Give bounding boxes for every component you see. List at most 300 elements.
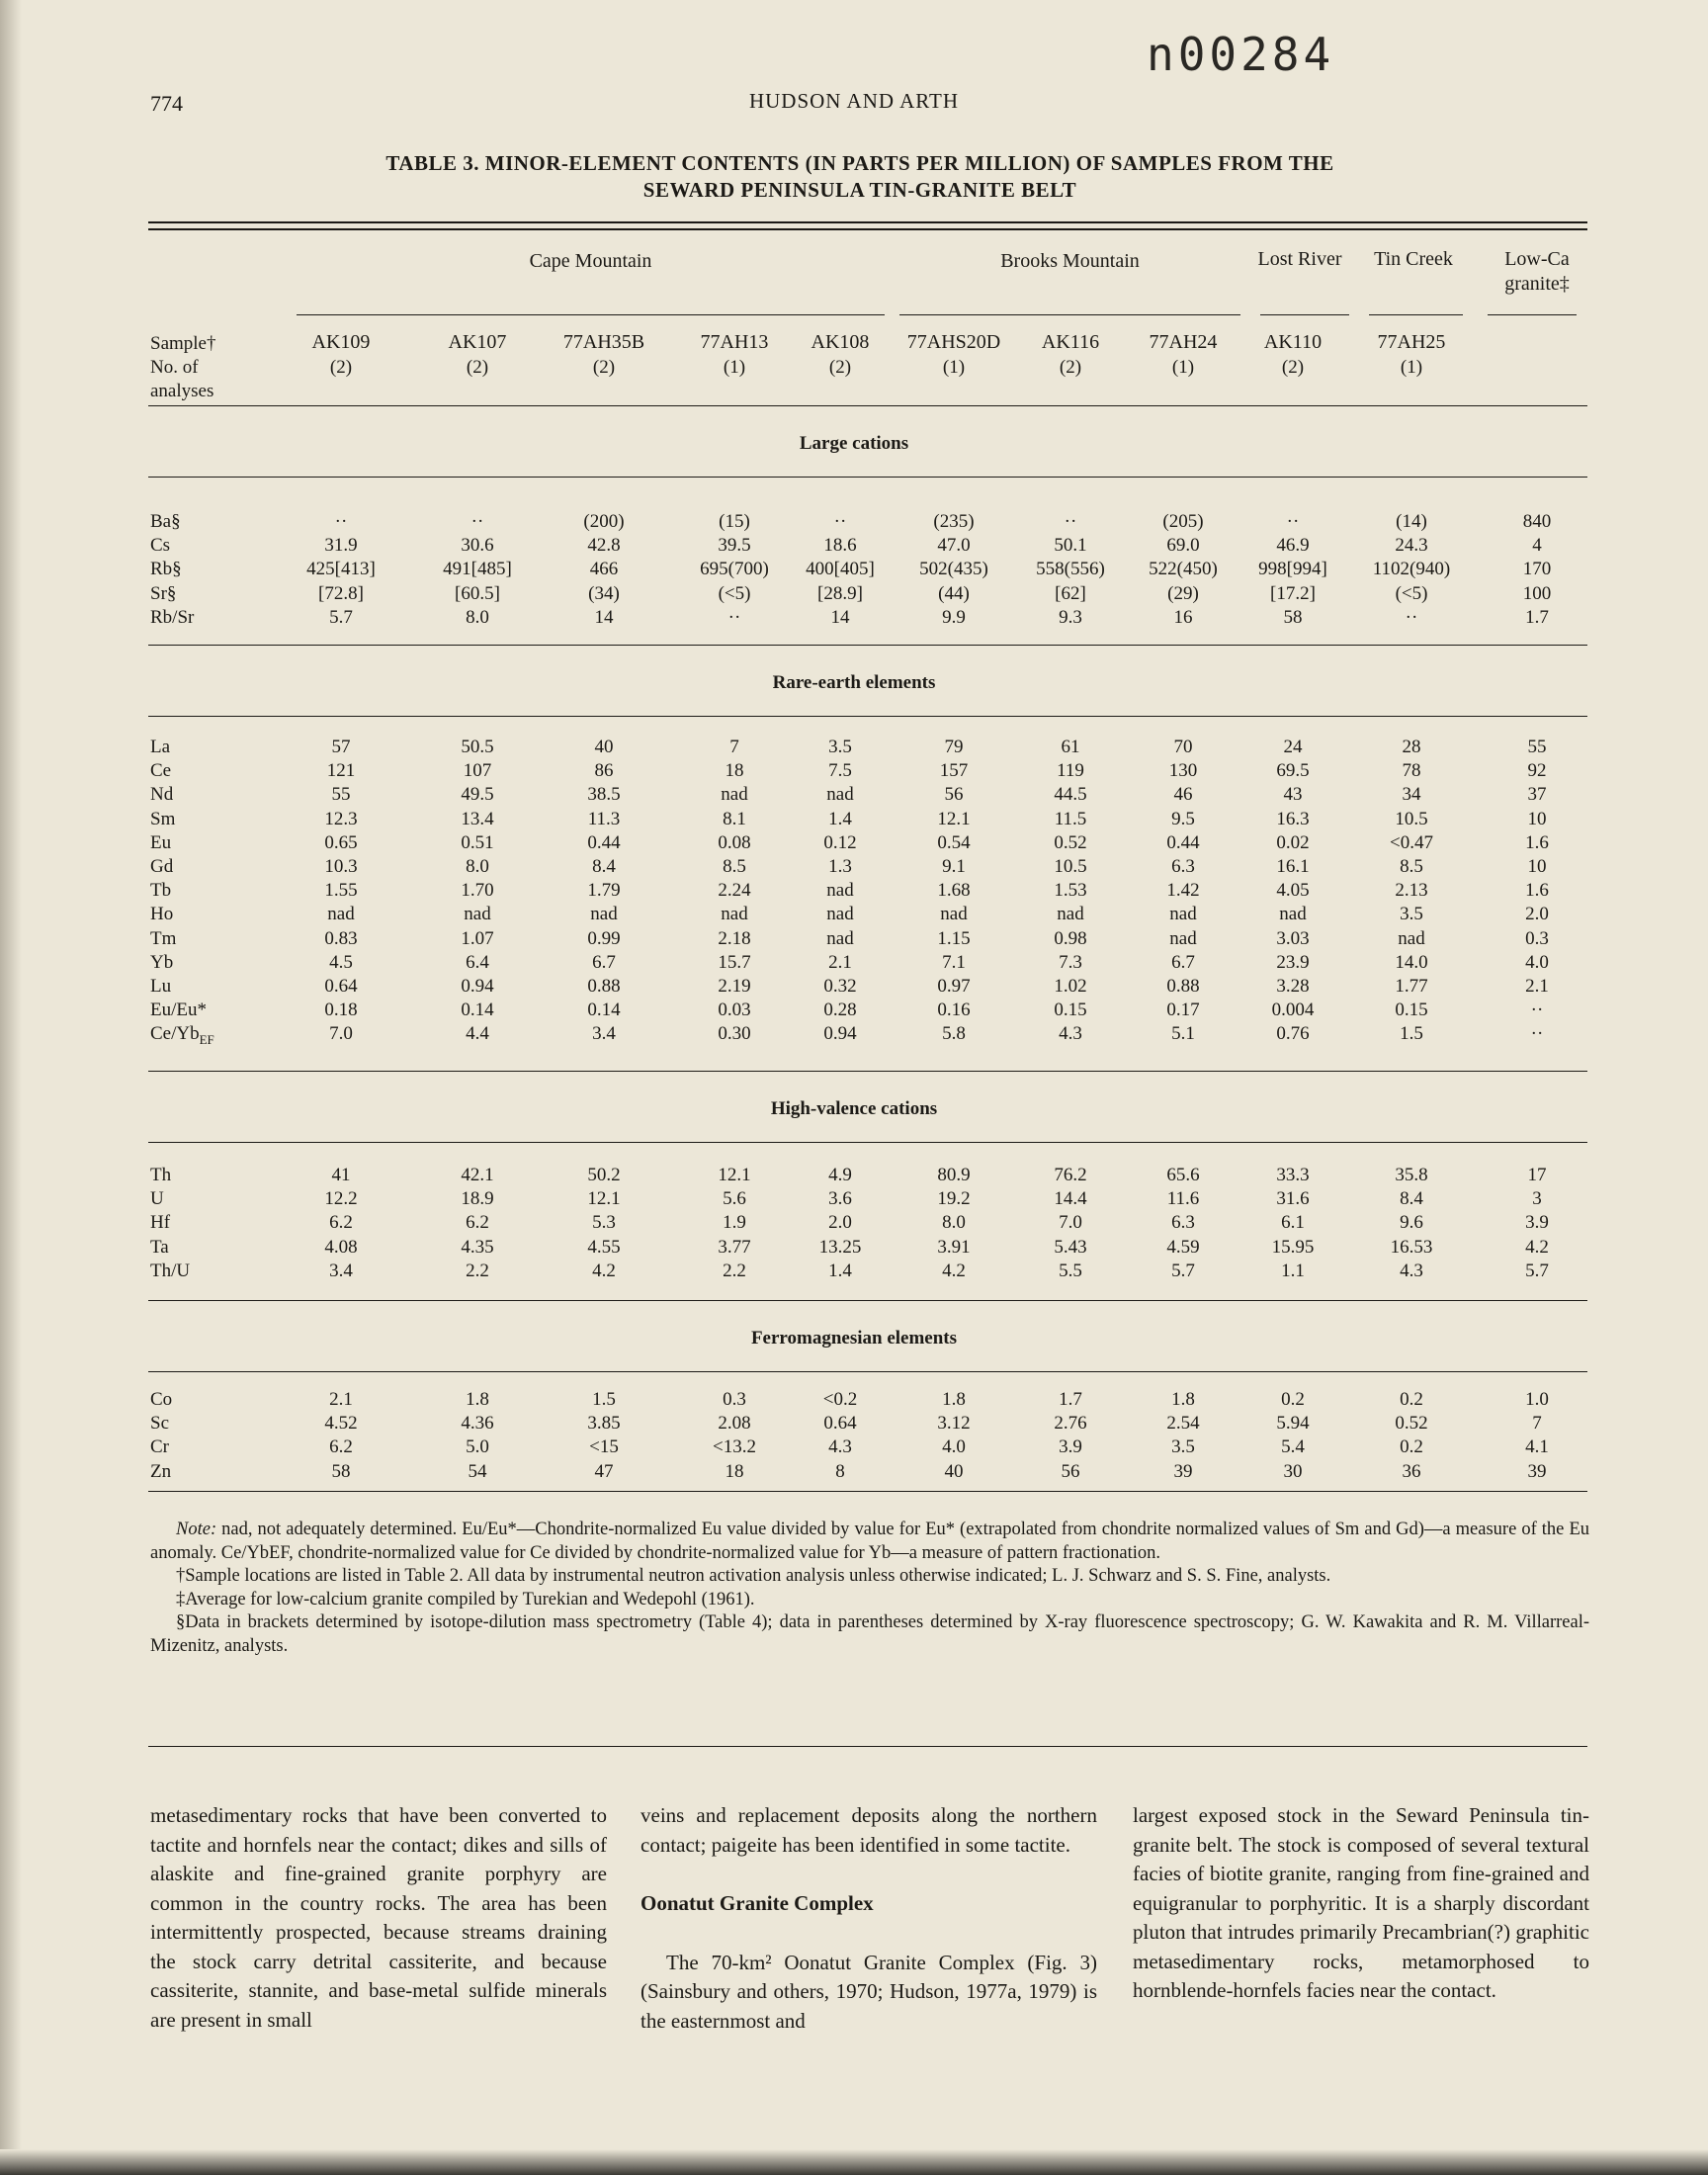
table-cell: 12.1 (587, 1188, 621, 1210)
table-cell: 3.12 (937, 1413, 971, 1435)
table-cell: 50.2 (587, 1165, 621, 1185)
table-cell: 4.2 (942, 1260, 966, 1281)
body-column-1 (150, 1801, 607, 2035)
sample-id-77ah13: 77AH13 (700, 331, 769, 353)
table-top-rule-2 (148, 228, 1587, 230)
sample-id-77ah25: 77AH25 (1377, 331, 1446, 353)
table-cell: 6.2 (329, 1436, 353, 1458)
table-cell: 0.65 (324, 831, 358, 853)
table-cell: 11.5 (1054, 808, 1087, 829)
table-cell: nad (826, 880, 854, 902)
table-cell: 18.6 (823, 535, 857, 557)
table-cell: 0.54 (937, 831, 971, 853)
table-cell: 0.3 (723, 1389, 746, 1410)
table-cell: 43 (1283, 784, 1303, 806)
table-cell: 39 (1527, 1460, 1547, 1482)
table-cell: 2.2 (466, 1260, 489, 1281)
table-cell: 6.3 (1171, 856, 1195, 877)
table-cell: 4.9 (828, 1165, 852, 1185)
row-label: Co (150, 1389, 173, 1410)
table-cell: 1.42 (1166, 880, 1200, 902)
table-cell: 47 (594, 1460, 614, 1482)
table-cell: 10 (1527, 856, 1547, 877)
table-cell: (235) (933, 511, 975, 532)
table-cell: (200) (583, 511, 625, 532)
section-rule-bottom (148, 1142, 1587, 1143)
section-title-3: Ferromagnesian elements (750, 1328, 958, 1348)
table-cell: 7 (729, 737, 739, 757)
table-cell: 0.94 (461, 976, 494, 997)
table-cell: ·· (1286, 511, 1300, 532)
table-cell: (<5) (1395, 582, 1428, 604)
table-cell: 0.15 (1054, 1000, 1087, 1021)
table-cell: 1.6 (1525, 880, 1549, 902)
table-cell: 0.94 (823, 1023, 857, 1045)
table-cell: 78 (1402, 760, 1421, 782)
table-cell: 0.08 (718, 831, 751, 853)
table-cell: 0.28 (823, 1000, 857, 1021)
table-cell: 5.7 (329, 606, 353, 628)
table-cell: 7.1 (942, 951, 966, 973)
table-title-line1: TABLE 3. MINOR-ELEMENT CONTENTS (IN PARTS PER MILLION) OF SAMPLES FROM THE (385, 151, 1334, 175)
table-cell: 5.6 (723, 1188, 746, 1210)
table-cell: 0.51 (461, 831, 494, 853)
table-cell: 36 (1402, 1460, 1421, 1482)
table-cell: 5.0 (466, 1436, 489, 1458)
body-col1-text: metasedimentary rocks that have been converted to tactite and hornfels near the contact; dikes and sills of alaskite and fine-grained granite porphyry are common in the country rocks. The area has been intermittently prospected, because streams draining the stock carry detrital cassiterite, and because cassiterite, stannite, and base-metal sulfide minerals are present in small (150, 1803, 607, 2032)
table-cell: 40 (594, 737, 614, 757)
table-cell: 13.25 (818, 1236, 862, 1258)
row-label: $Ce/Yb_{EF}$ (150, 1023, 214, 1048)
table-cell: 0.12 (823, 831, 857, 853)
table-cell: 3.91 (937, 1236, 971, 1258)
group-header-4: Low-Ca granite‡ (1504, 248, 1570, 295)
table-cell: 76.2 (1054, 1165, 1087, 1185)
table-cell: [28.9] (817, 582, 863, 604)
table-cell: 6.4 (466, 951, 489, 973)
body-column-2 (640, 1801, 1097, 2036)
table-cell: 24.3 (1395, 535, 1428, 557)
table-cell: 170 (1522, 559, 1552, 580)
section-rule-top (148, 1300, 1587, 1301)
table-cell: 15.95 (1271, 1236, 1315, 1258)
table-cell: 39.5 (718, 535, 751, 557)
table-cell: [60.5] (455, 582, 500, 604)
body-col2-para1: veins and replacement deposits along the northern contact; paigeite has been identified in some tactite. (640, 1803, 1097, 1857)
row-label: Gd (150, 856, 174, 877)
table-cell: 1.4 (828, 1260, 852, 1281)
table-cell: [62] (1055, 582, 1086, 604)
table-cell: 9.5 (1171, 808, 1195, 829)
table-cell: ·· (1405, 606, 1418, 628)
table-cell: 2.54 (1166, 1413, 1200, 1435)
row-label: Ho (150, 904, 174, 925)
table-cell: 28 (1402, 737, 1421, 757)
table-cell: 1.07 (461, 927, 494, 949)
table-cell: 4.5 (329, 951, 353, 973)
sample-id-ak110: AK110 (1263, 331, 1323, 353)
row-label: Ba§ (150, 511, 181, 532)
table-cell: 1.0 (1525, 1389, 1549, 1410)
table-cell: <13.2 (713, 1436, 756, 1458)
table-cell: 4.3 (1400, 1260, 1423, 1281)
table-cell: 9.1 (942, 856, 966, 877)
table-cell: 33.3 (1276, 1165, 1310, 1185)
table-cell: 1.02 (1054, 976, 1087, 997)
table-cell: 0.97 (937, 976, 971, 997)
table-cell: <0.2 (822, 1389, 858, 1410)
table-cell: 130 (1168, 760, 1198, 782)
table-cell: 9.6 (1400, 1212, 1423, 1234)
table-cell: 5.43 (1054, 1236, 1087, 1258)
table-cell: (14) (1396, 511, 1427, 532)
table-cell: (44) (938, 582, 970, 604)
table-cell: 8.5 (723, 856, 746, 877)
table-cell: 2.18 (718, 927, 751, 949)
row-label: Ce (150, 760, 172, 782)
table-cell: 0.88 (1166, 976, 1200, 997)
table-cell: 2.76 (1054, 1413, 1087, 1435)
table-cell: 8.0 (466, 606, 489, 628)
row-label: U (150, 1188, 164, 1210)
table-cell: ·· (1064, 511, 1077, 532)
sample-id-ak108: AK108 (811, 331, 870, 353)
row-label: Eu/Eu* (150, 1000, 207, 1021)
table-top-rule (148, 221, 1587, 223)
table-cell: 4.36 (461, 1413, 494, 1435)
table-cell: 8 (835, 1460, 845, 1482)
table-cell: 6.1 (1281, 1212, 1305, 1234)
row-label: Sr§ (150, 582, 177, 604)
table-cell: 12.1 (937, 808, 971, 829)
group-underline-3 (1369, 314, 1463, 315)
table-cell: 5.8 (942, 1023, 966, 1045)
table-cell: 10.5 (1054, 856, 1087, 877)
row-label: Lu (150, 976, 172, 997)
table-cell: nad (1057, 904, 1084, 925)
table-cell: 2.13 (1395, 880, 1428, 902)
table-cell: 46.9 (1276, 535, 1310, 557)
table-cell: 0.15 (1395, 1000, 1428, 1021)
row-label: La (150, 737, 171, 757)
table-cell: 3.77 (718, 1236, 751, 1258)
table-cell: 69.5 (1276, 760, 1310, 782)
table-cell: 5.7 (1525, 1260, 1549, 1281)
table-cell: 1.5 (1400, 1023, 1423, 1045)
row-label: Tm (150, 927, 177, 949)
section-rule-bottom (148, 477, 1587, 478)
table-cell: nad (327, 904, 355, 925)
table-cell: ·· (727, 606, 741, 628)
table-cell: 2.1 (329, 1389, 353, 1410)
section-rule-bottom (148, 1371, 1587, 1372)
table-cell: nad (721, 784, 748, 806)
row-label: Th (150, 1165, 172, 1185)
table-cell: 4.52 (324, 1413, 358, 1435)
table-cell: 3.5 (828, 737, 852, 757)
table-cell: 4.4 (466, 1023, 489, 1045)
table-cell: 1.53 (1054, 880, 1087, 902)
table-cell: 4.55 (587, 1236, 621, 1258)
table-cell: 14.0 (1395, 951, 1428, 973)
table-cell: 38.5 (587, 784, 621, 806)
table-cell: 8.4 (592, 856, 616, 877)
table-cell: 695(700) (700, 559, 769, 580)
analysis-count: (2) (828, 357, 852, 378)
sample-id-ak116: AK116 (1041, 331, 1100, 353)
row-label: Sm (150, 808, 176, 829)
group-header-3: Tin Creek (1374, 248, 1453, 270)
table-cell: 9.9 (942, 606, 966, 628)
table-cell: 0.83 (324, 927, 358, 949)
table-cell: ·· (833, 511, 847, 532)
table-cell: 30 (1283, 1460, 1303, 1482)
group-header-2: Lost River (1257, 248, 1342, 270)
table-cell: 41 (331, 1165, 351, 1185)
table-cell: 840 (1522, 511, 1552, 532)
table-cell: [72.8] (318, 582, 364, 604)
table-cell: 86 (594, 760, 614, 782)
table-cell: 14.4 (1054, 1188, 1087, 1210)
section-rule-top (148, 405, 1587, 406)
document-stamp: n00284 (1147, 28, 1335, 81)
table-cell: 47.0 (937, 535, 971, 557)
sample-id-77ahs20d: 77AHS20D (906, 331, 1001, 353)
table-cell: 2.0 (828, 1212, 852, 1234)
table-cell: 502(435) (919, 559, 988, 580)
table-cell: 1.77 (1395, 976, 1428, 997)
table-cell: 4.2 (1525, 1236, 1549, 1258)
table-cell: 0.2 (1281, 1389, 1305, 1410)
sample-id-77ah35b: 77AH35B (562, 331, 645, 353)
table-cell: 12.2 (324, 1188, 358, 1210)
table-cell: 0.30 (718, 1023, 751, 1045)
table-cell: <15 (589, 1436, 619, 1458)
table-cell: 1.3 (828, 856, 852, 877)
table-cell: (205) (1162, 511, 1204, 532)
table-cell: 30.6 (461, 535, 494, 557)
table-cell: 100 (1522, 582, 1552, 604)
table-cell: 1.8 (1171, 1389, 1195, 1410)
table-cell: 3.6 (828, 1188, 852, 1210)
table-cell: 0.64 (823, 1413, 857, 1435)
table-cell: 14 (830, 606, 850, 628)
table-cell: 1.8 (466, 1389, 489, 1410)
table-cell: 1.7 (1525, 606, 1549, 628)
table-bottom-rule (148, 1491, 1587, 1492)
table-cell: 8.5 (1400, 856, 1423, 877)
table-cell: 5.94 (1276, 1413, 1310, 1435)
section-rule-top (148, 645, 1587, 646)
row-label: Cs (150, 535, 171, 557)
table-cell: 0.17 (1166, 1000, 1200, 1021)
section-title-2: High-valence cations (770, 1098, 938, 1119)
table-cell: 58 (331, 1460, 351, 1482)
table-cell: 18.9 (461, 1188, 494, 1210)
table-title (297, 150, 1423, 204)
table-cell: 1.1 (1281, 1260, 1305, 1281)
section-rule-top (148, 1071, 1587, 1072)
table-cell: 42.1 (461, 1165, 494, 1185)
row-label: Rb/Sr (150, 606, 195, 628)
table-cell: 57 (331, 737, 351, 757)
table-cell: 6.2 (466, 1212, 489, 1234)
table-cell: 12.3 (324, 808, 358, 829)
note-text: nad, not adequately determined. Eu/Eu*—Chondrite-normalized Eu value divided by value for Eu* (extrapolated from chondrite normalized values of Sm and Gd)—a measure of the Eu anomaly. Ce/YbEF, chondrite-normalized value for Ce divided by chondrite-normalized value for Yb—a measure of pattern fractionation. (150, 1520, 1589, 1563)
table-cell: 491[485] (443, 559, 512, 580)
table-cell: nad (940, 904, 968, 925)
table-cell: 16 (1173, 606, 1193, 628)
table-cell: nad (721, 904, 748, 925)
page-edge-shadow (0, 0, 22, 2175)
table-cell: nad (590, 904, 618, 925)
table-cell: 3.4 (592, 1023, 616, 1045)
table-cell: 65.6 (1166, 1165, 1200, 1185)
table-cell: 58 (1283, 606, 1303, 628)
table-cell: 10 (1527, 808, 1547, 829)
table-cell: 37 (1527, 784, 1547, 806)
section-heading: Oonatut Granite Complex (640, 1891, 874, 1915)
table-cell: 4.2 (592, 1260, 616, 1281)
table-cell: 2.1 (828, 951, 852, 973)
table-cell: (<5) (718, 582, 751, 604)
row-label: Th/U (150, 1260, 191, 1281)
table-cell: 3.03 (1276, 927, 1310, 949)
table-cell: 5.3 (592, 1212, 616, 1234)
table-cell: 40 (944, 1460, 964, 1482)
section-rule-bottom (148, 716, 1587, 717)
body-column-3 (1133, 1801, 1589, 2006)
table-cell: 0.44 (587, 831, 621, 853)
table-cell: 4.08 (324, 1236, 358, 1258)
table-cell: 31.6 (1276, 1188, 1310, 1210)
table-cell: ·· (1530, 1023, 1544, 1045)
table-cell: 69.0 (1166, 535, 1200, 557)
table-cell: 1.5 (592, 1389, 616, 1410)
table-cell: 3.9 (1059, 1436, 1082, 1458)
table-cell: 0.64 (324, 976, 358, 997)
table-cell: 107 (463, 760, 492, 782)
row-label: Sc (150, 1413, 169, 1435)
table-cell: 400[405] (806, 559, 875, 580)
table-notes (150, 1519, 1589, 1658)
table-cell: 50.5 (461, 737, 494, 757)
table-cell: nad (826, 784, 854, 806)
table-cell: 3.85 (587, 1413, 621, 1435)
analysis-count: (2) (592, 357, 616, 378)
group-header-0: Cape Mountain (529, 250, 652, 272)
table-title-line2: SEWARD PENINSULA TIN-GRANITE BELT (642, 178, 1077, 202)
analysis-count: (2) (329, 357, 353, 378)
table-cell: 1.9 (723, 1212, 746, 1234)
note-label: Note: (176, 1520, 217, 1539)
row-label: Zn (150, 1460, 172, 1482)
note-double-dagger: ‡Average for low-calcium granite compiled by Turekian and Wedepohl (1961). (176, 1589, 755, 1610)
row-label: Rb§ (150, 559, 182, 580)
table-cell: nad (826, 927, 854, 949)
table-cell: nad (1398, 927, 1425, 949)
table-cell: 13.4 (461, 808, 494, 829)
table-cell: 8.0 (942, 1212, 966, 1234)
analysis-count: (1) (942, 357, 966, 378)
table-cell: 44.5 (1054, 784, 1087, 806)
table-cell: 7.5 (828, 760, 852, 782)
analysis-count: (1) (723, 357, 746, 378)
table-cell: 0.32 (823, 976, 857, 997)
table-cell: 157 (939, 760, 969, 782)
table-cell: (29) (1167, 582, 1199, 604)
table-cell: 8.4 (1400, 1188, 1423, 1210)
sample-id-77ah24: 77AH24 (1149, 331, 1218, 353)
table-cell: 0.004 (1271, 1000, 1315, 1021)
table-cell: 7 (1532, 1413, 1542, 1435)
table-cell: 80.9 (937, 1165, 971, 1185)
table-cell: nad (464, 904, 491, 925)
table-cell: 6.2 (329, 1212, 353, 1234)
table-cell: 4.3 (1059, 1023, 1082, 1045)
table-cell: 2.24 (718, 880, 751, 902)
table-cell: 8.0 (466, 856, 489, 877)
table-cell: 79 (944, 737, 964, 757)
table-cell: ·· (1530, 1000, 1544, 1021)
table-cell: 16.3 (1276, 808, 1310, 829)
page-bottom-shadow (0, 2149, 1708, 2175)
table-cell: 0.88 (587, 976, 621, 997)
table-cell: 522(450) (1149, 559, 1218, 580)
section-title-0: Large cations (799, 433, 909, 454)
page-number: 774 (150, 91, 183, 116)
table-cell: 55 (1527, 737, 1547, 757)
table-cell: 18 (725, 1460, 744, 1482)
table-cell: 119 (1057, 760, 1084, 782)
running-title: HUDSON AND ARTH (748, 89, 960, 113)
table-cell: ·· (470, 511, 484, 532)
table-cell: 3.5 (1171, 1436, 1195, 1458)
table-cell: 19.2 (937, 1188, 971, 1210)
row-label: Ta (150, 1236, 169, 1258)
table-cell: 2.1 (1525, 976, 1549, 997)
table-cell: 1.8 (942, 1389, 966, 1410)
table-cell: 14 (594, 606, 614, 628)
table-cell: 11.6 (1166, 1188, 1200, 1210)
table-cell: 17 (1527, 1165, 1547, 1185)
table-cell: 9.3 (1059, 606, 1082, 628)
sample-id-ak109: AK109 (311, 331, 371, 353)
table-cell: 6.3 (1171, 1212, 1195, 1234)
row-label: Yb (150, 951, 174, 973)
table-cell: nad (826, 904, 854, 925)
table-cell: 998[994] (1258, 559, 1327, 580)
body-col2-para2: The 70-km² Oonatut Granite Complex (Fig. 3) (Sainsbury and others, 1970; Hudson, 1977a, 1979) is the easternmost and (640, 1950, 1097, 2033)
table-cell: 3.5 (1400, 904, 1423, 925)
table-cell: 10.3 (324, 856, 358, 877)
table-cell: 2.2 (723, 1260, 746, 1281)
section-title-1: Rare-earth elements (772, 672, 936, 693)
table-cell: 31.9 (324, 535, 358, 557)
table-cell: nad (1169, 927, 1197, 949)
table-cell: 15.7 (718, 951, 751, 973)
table-cell: 1.55 (324, 880, 358, 902)
table-cell: 1.4 (828, 808, 852, 829)
group-underline-2 (1260, 314, 1349, 315)
table-cell: 4.0 (942, 1436, 966, 1458)
table-cell: 92 (1527, 760, 1547, 782)
table-cell: 46 (1173, 784, 1193, 806)
row-label: Tb (150, 880, 172, 902)
table-cell: 8.1 (723, 808, 746, 829)
table-cell: 39 (1173, 1460, 1193, 1482)
table-cell: 4.59 (1166, 1236, 1200, 1258)
